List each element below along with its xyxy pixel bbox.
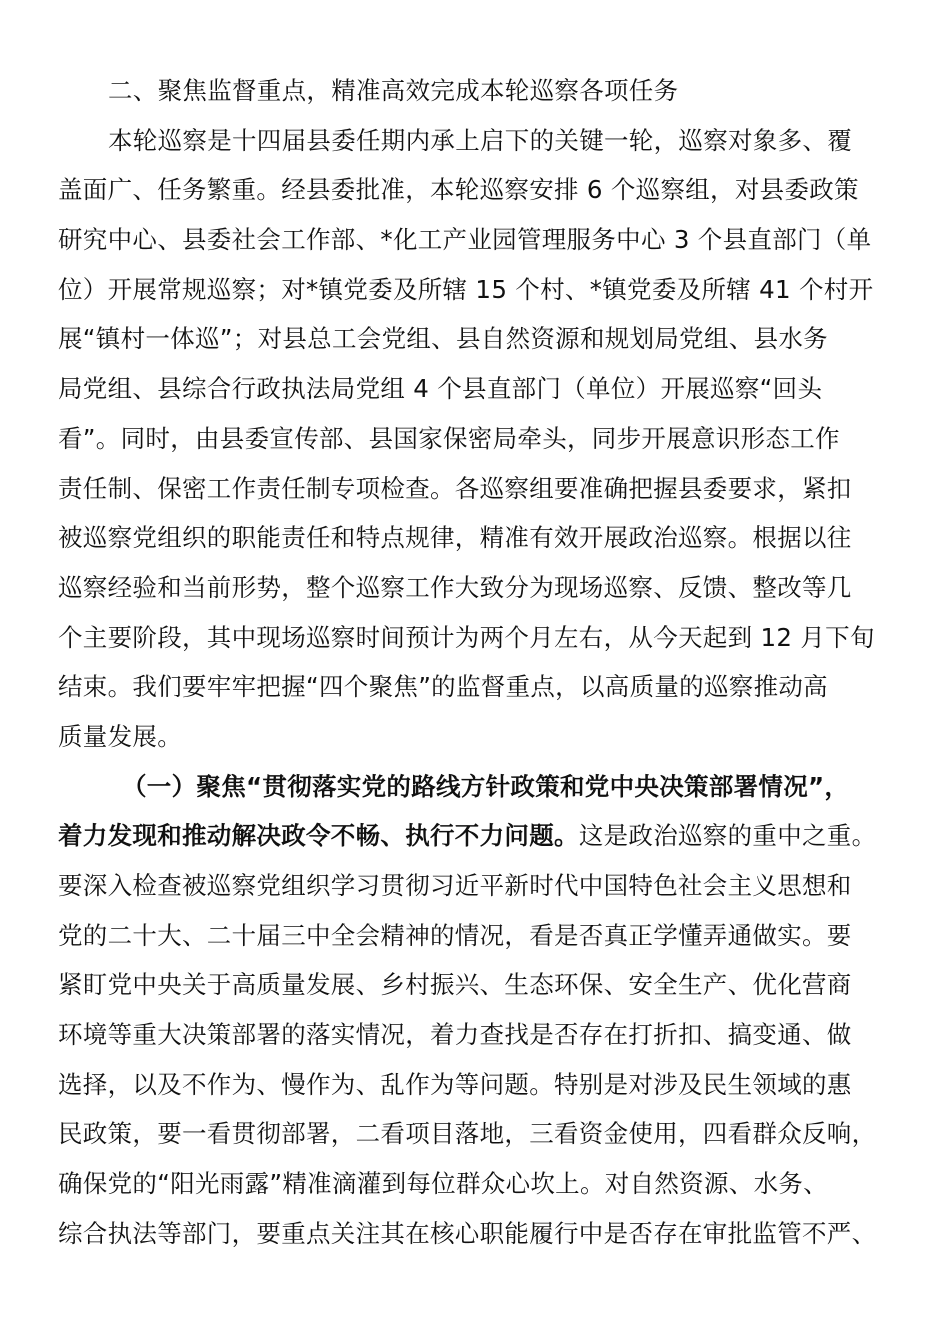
paragraph-line: 个主要阶段，其中现场巡察时间预计为两个月左右，从今天起到 12 月下旬 — [58, 622, 875, 652]
paragraph-text: 这是政治巡察的重中之重。 — [578, 821, 877, 851]
paragraph-line: 被巡察党组织的职能责任和特点规律，精准有效开展政治巡察。根据以往 — [58, 523, 852, 553]
paragraph-line: 要深入检查被巡察党组织学习贯彻习近平新时代中国特色社会主义思想和 — [58, 871, 852, 900]
paragraph-inspection-overview — [58, 116, 894, 762]
paragraph-line: 结束。我们要牢牢把握“四个聚焦”的监督重点，以高质量的巡察推动高 — [58, 672, 828, 702]
paragraph-line: 综合执法等部门，要重点关注其在核心职能履行中是否存在审批监管不严、 — [58, 1218, 877, 1248]
paragraph-line: 确保党的“阳光雨露”精准滴灌到每位群众心坎上。对自然资源、水务、 — [58, 1169, 828, 1199]
paragraph-line: 紧盯党中央关于高质量发展、乡村振兴、生态环保、安全生产、优化营商 — [58, 970, 852, 1000]
paragraph-line: 环境等重大决策部署的落实情况，着力查找是否存在打折扣、搞变通、做 — [58, 1020, 852, 1050]
paragraph-line: 质量发展。 — [58, 721, 182, 751]
paragraph-line: 局党组、县综合行政执法局党组 4 个县直部门（单位）开展巡察“回头 — [58, 374, 823, 404]
paragraph-line: 看”。同时，由县委宣传部、县国家保密局牵头，同步开展意识形态工作 — [58, 423, 840, 453]
document-body — [58, 66, 894, 1259]
paragraph-line: 责任制、保密工作责任制专项检查。各巡察组要准确把握县委要求，紧扣 — [58, 473, 852, 503]
paragraph-line: 本轮巡察是十四届县委任期内承上启下的关键一轮，巡察对象多、覆 — [108, 125, 852, 155]
paragraph-line: 民政策，要一看贯彻部署，二看项目落地，三看资金使用，四看群众反响， — [58, 1119, 877, 1149]
paragraph-line: 巡察经验和当前形势，整个巡察工作大致分为现场巡察、反馈、整改等几 — [58, 572, 852, 602]
subsection-heading-continued: 着力发现和推动解决政令不畅、执行不力问题。 — [58, 821, 579, 851]
paragraph-line — [58, 811, 894, 861]
paragraph-line: 研究中心、县委社会工作部、*化工产业园管理服务中心 3 个县直部门（单 — [58, 225, 872, 255]
paragraph-line: 党的二十大、二十届三中全会精神的情况，看是否真正学懂弄通做实。要 — [58, 920, 852, 950]
paragraph-line: 位）开展常规巡察；对*镇党委及所辖 15 个村、*镇党委及所辖 41 个村开 — [58, 274, 874, 304]
section-heading: 二、聚焦监督重点，精准高效完成本轮巡察各项任务 — [108, 76, 679, 105]
subsection-focus-policy-implementation — [58, 762, 894, 1259]
paragraph-line: 选择，以及不作为、慢作为、乱作为等问题。特别是对涉及民生领域的惠 — [58, 1069, 852, 1099]
paragraph-line: 盖面广、任务繁重。经县委批准，本轮巡察安排 6 个巡察组，对县委政策 — [58, 175, 859, 205]
paragraph-line: 展“镇村一体巡”；对县总工会党组、县自然资源和规划局党组、县水务 — [58, 324, 828, 354]
subsection-heading: （一）聚焦“贯彻落实党的路线方针政策和党中央决策部署情况”， — [122, 771, 850, 801]
